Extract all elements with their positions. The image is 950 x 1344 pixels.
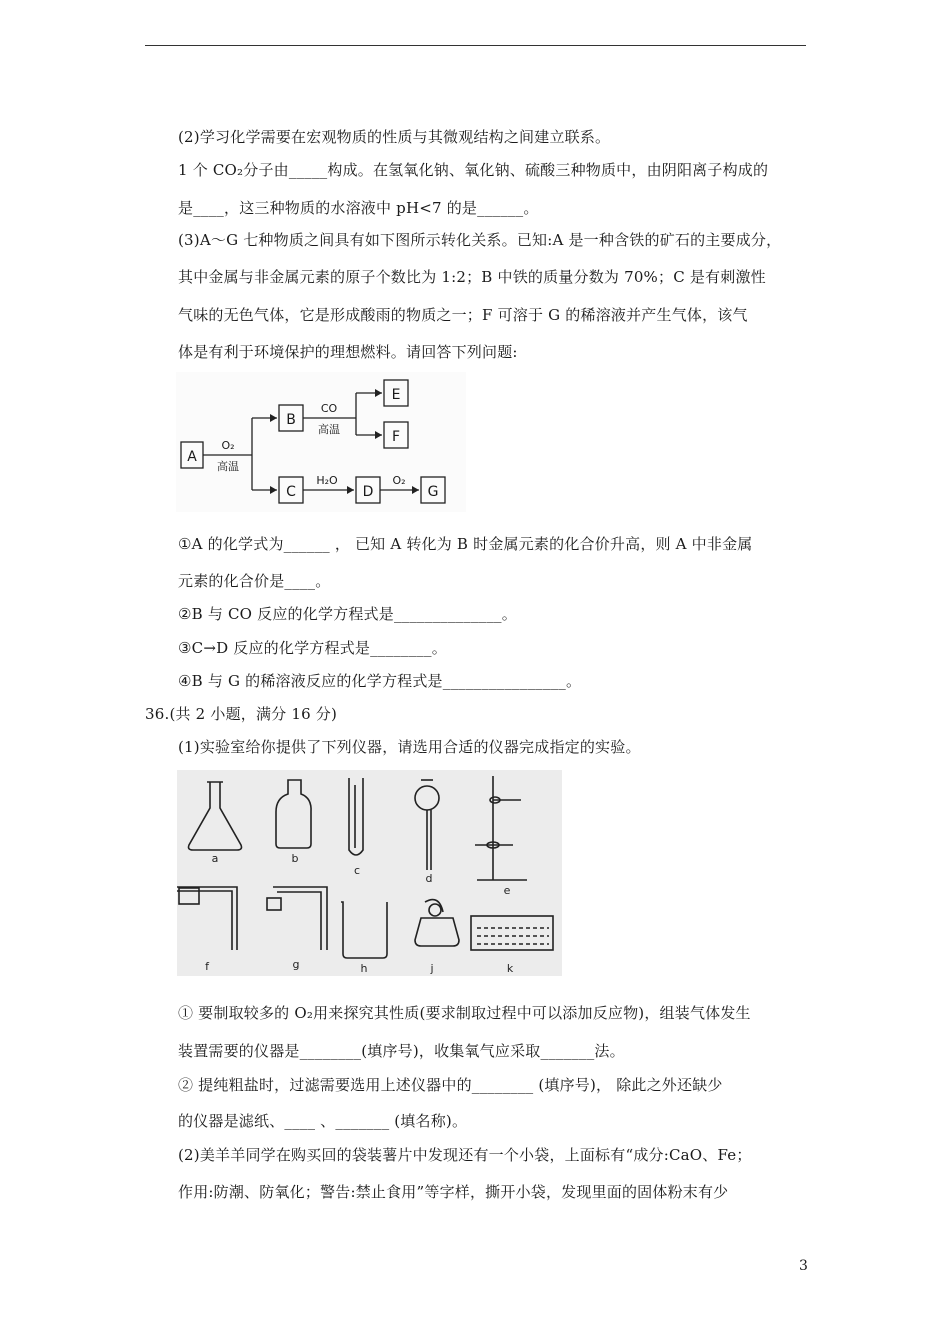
- node-c-label: C: [286, 484, 296, 500]
- part3-line2: 其中金属与非金属元素的原子个数比为 1:2；B 中铁的质量分数为 70%；C 是有刺激性: [178, 268, 766, 286]
- transformation-diagram: [176, 372, 466, 512]
- part2-line2: 是____，这三种物质的水溶液中 pH<7 的是______。: [178, 199, 539, 217]
- node-g-label: G: [427, 484, 439, 500]
- question4: ④B 与 G 的稀溶液反应的化学方程式是________________。: [178, 672, 582, 690]
- apparatus-label-a: a: [211, 852, 219, 865]
- question36-heading: 36.(共 2 小题，满分 16 分): [145, 705, 338, 723]
- apparatus-label-g: g: [292, 958, 300, 971]
- question1-line1: ①A 的化学式为______ ， 已知 A 转化为 B 时金属元素的化合价升高，则 A 中非金属: [178, 535, 753, 553]
- apparatus-label-h: h: [360, 962, 368, 975]
- node-b-label: B: [286, 412, 296, 428]
- apparatus-label-b: b: [291, 852, 299, 865]
- part3-line3: 气味的无色气体，它是形成酸雨的物质之一；F 可溶于 G 的稀溶液并产生气体，该气: [178, 306, 748, 324]
- experiment2-line2: 的仪器是滤纸、____ 、_______ (填名称)。: [178, 1112, 468, 1130]
- question2: ②B 与 CO 反应的化学方程式是______________。: [178, 605, 517, 623]
- apparatus-figure: [177, 770, 562, 976]
- cond-high-temp2-label: 高温: [318, 423, 340, 436]
- part3-line4: 体是有利于环境保护的理想燃料。请回答下列问题:: [178, 343, 518, 361]
- cond-o2-label-2: O₂: [392, 474, 406, 487]
- question36-part2-line1: (2)美羊羊同学在购买回的袋装薯片中发现还有一个小袋，上面标有“成分:CaO、Fe；: [178, 1146, 752, 1164]
- page-number: 3: [799, 1258, 808, 1274]
- apparatus-label-j: j: [430, 962, 434, 975]
- experiment1-line1: ① 要制取较多的 O₂用来探究其性质(要求制取过程中可以添加反应物)，组装气体发生: [178, 1004, 751, 1022]
- experiment1-line2: 装置需要的仪器是________(填序号)，收集氧气应采取_______法。: [178, 1042, 625, 1060]
- apparatus-label-d: d: [425, 872, 433, 885]
- cond-h2o-label: H₂O: [316, 474, 338, 487]
- question36-part2-line2: 作用:防潮、防氧化；警告:禁止食用”等字样，撕开小袋，发现里面的固体粉末有少: [178, 1183, 729, 1201]
- apparatus-label-e: e: [503, 884, 511, 897]
- header-rule: [145, 45, 806, 46]
- node-d-label: D: [362, 484, 374, 500]
- cond-o2-label: O₂: [221, 439, 235, 452]
- part3-line1: (3)A～G 七种物质之间具有如下图所示转化关系。已知:A 是一种含铁的矿石的主要成分，: [178, 231, 782, 249]
- apparatus-label-f: f: [205, 960, 209, 973]
- part2-line1: 1 个 CO₂分子由_____构成。在氢氧化钠、氧化钠、硫酸三种物质中，由阴阳离子构成的: [178, 161, 769, 179]
- question3: ③C→D 反应的化学方程式是________。: [178, 639, 447, 657]
- part2-title: (2)学习化学需要在宏观物质的性质与其微观结构之间建立联系。: [178, 128, 611, 146]
- apparatus-label-c: c: [353, 864, 361, 877]
- node-a-label: A: [187, 449, 197, 465]
- node-f-label: F: [391, 429, 401, 445]
- node-e-label: E: [391, 387, 401, 403]
- question36-part1: (1)实验室给你提供了下列仪器，请选用合适的仪器完成指定的实验。: [178, 738, 641, 756]
- question1-line2: 元素的化合价是____。: [178, 572, 331, 590]
- experiment2-line1: ② 提纯粗盐时，过滤需要选用上述仪器中的________ (填序号)， 除此之外还缺少: [178, 1076, 723, 1094]
- cond-co-label: CO: [320, 402, 338, 415]
- apparatus-label-k: k: [506, 962, 514, 975]
- cond-high-temp-label: 高温: [217, 460, 239, 473]
